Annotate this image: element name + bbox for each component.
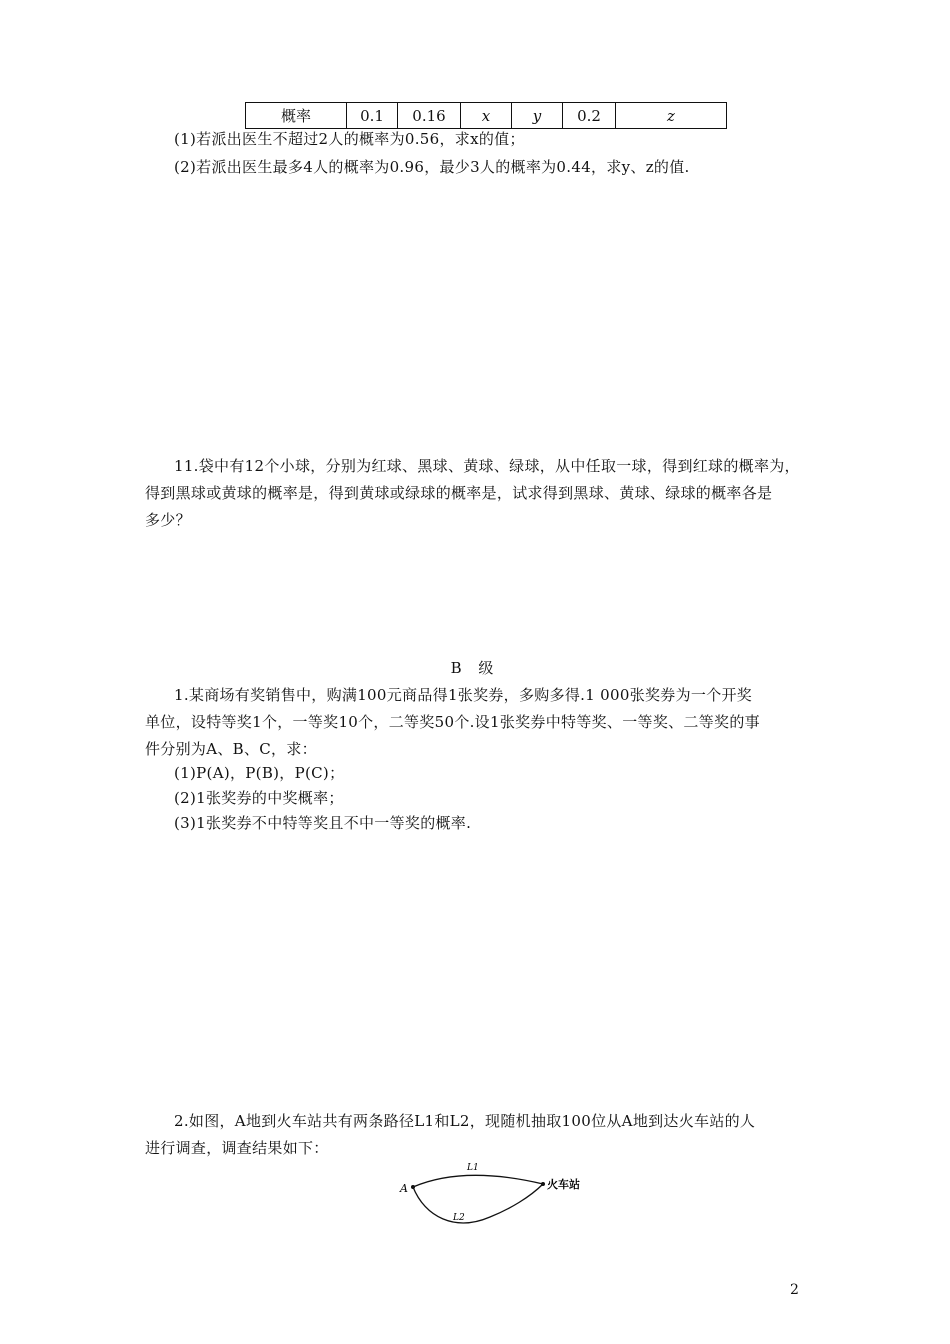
b1-part1: (1)P(A)，P(B)，P(C)； — [174, 764, 345, 782]
table-cell: 0.16 — [398, 103, 461, 129]
q11-line1: 11.袋中有12个小球，分别为红球、黑球、黄球、绿球，从中任取一球，得到红球的概率为， — [174, 457, 800, 475]
b1-part3: (3)1张奖券不中特等奖且不中一等奖的概率. — [174, 814, 472, 832]
b1-line1: 1.某商场有奖销售中，购满100元商品得1张奖券，多购多得.1 000张奖券为一个开奖 — [174, 686, 753, 704]
b2-line1: 2.如图，A地到火车站共有两条路径L1和L2，现随机抽取100位从A地到达火车站的人 — [174, 1112, 756, 1130]
l1-label: L1 — [467, 1163, 479, 1173]
q11-line2: 得到黑球或黄球的概率是，得到黄球或绿球的概率是，试求得到黑球、黄球、绿球的概率各是 — [145, 484, 773, 502]
table-label-cell: 概率 — [246, 103, 347, 129]
table-cell: x — [461, 103, 512, 129]
station-dot — [541, 1182, 545, 1186]
l2-label: L2 — [453, 1213, 465, 1223]
table-cell: 0.1 — [347, 103, 398, 129]
table-cell: 0.2 — [563, 103, 616, 129]
table-row — [246, 103, 727, 129]
point-a-dot — [411, 1185, 415, 1189]
station-label: 火车站 — [547, 1178, 580, 1191]
section-b-heading: B 级 — [450, 659, 500, 677]
page-number: 2 — [790, 1282, 799, 1298]
b1-line2: 单位，设特等奖1个，一等奖10个，二等奖50个.设1张奖券中特等奖、一等奖、二等奖的事 — [145, 713, 760, 731]
b2-line2: 进行调查，调查结果如下： — [145, 1139, 329, 1157]
q10-part1: (1)若派出医生不超过2人的概率为0.56，求x的值； — [174, 130, 525, 148]
point-a-label: A — [400, 1182, 408, 1195]
q11-line3: 多少？ — [145, 511, 191, 529]
probability-table — [245, 102, 727, 129]
table-cell: y — [512, 103, 563, 129]
q10-part2: (2)若派出医生最多4人的概率为0.96，最少3人的概率为0.44，求y、z的值. — [174, 158, 690, 176]
b1-part2: (2)1张奖券的中奖概率； — [174, 789, 344, 807]
path-l2 — [413, 1184, 543, 1223]
path-l1 — [413, 1175, 543, 1187]
route-diagram — [395, 1157, 595, 1237]
table-cell: z — [616, 103, 727, 129]
b1-line3: 件分别为A、B、C，求： — [145, 740, 317, 758]
